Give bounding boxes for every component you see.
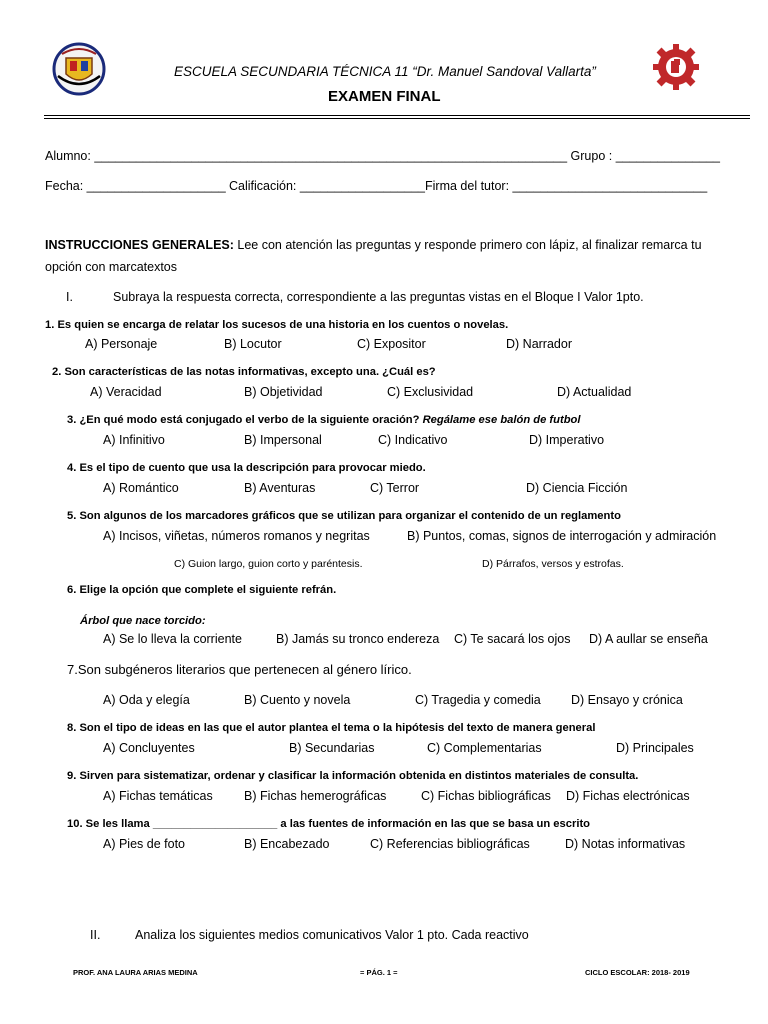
q5-option-a: A) Incisos, viñetas, números romanos y negritas bbox=[103, 529, 370, 543]
q10-option-a: A) Pies de foto bbox=[103, 837, 185, 851]
q10-option-d: D) Notas informativas bbox=[565, 837, 686, 851]
alumno-field: Alumno: ____________________________________________________________________ Grupo : _______________ bbox=[45, 149, 720, 163]
q6-option-d: D) A aullar se enseña bbox=[589, 632, 708, 646]
q3-option-d: D) Imperativo bbox=[529, 433, 605, 447]
q9-option-c: C) Fichas bibliográficas bbox=[421, 789, 551, 803]
footer-school-cycle: CICLO ESCOLAR: 2018- 2019 bbox=[585, 968, 690, 977]
q4-option-b: B) Aventuras bbox=[244, 481, 316, 495]
q9-option-b: B) Fichas hemerográficas bbox=[244, 789, 387, 803]
instructions bbox=[45, 238, 702, 252]
instructions-text-2: opción con marcatextos bbox=[45, 260, 178, 274]
question-2: 2. Son características de las notas informativas, excepto una. ¿Cuál es? bbox=[52, 366, 436, 378]
header-rule-top bbox=[44, 115, 750, 116]
question-1: 1. Es quien se encarga de relatar los sucesos de una historia en los cuentos o novelas. bbox=[45, 319, 509, 331]
q8-option-c: C) Complementarias bbox=[427, 741, 542, 755]
q5-option-b: B) Puntos, comas, signos de interrogación y admiración bbox=[407, 529, 717, 543]
q5-option-c: C) Guion largo, guion corto y paréntesis. bbox=[174, 558, 363, 570]
section2-numeral: II. bbox=[90, 928, 101, 942]
q4-option-d: D) Ciencia Ficción bbox=[526, 481, 628, 495]
question-4: 4. Es el tipo de cuento que usa la descripción para provocar miedo. bbox=[67, 462, 426, 474]
calificacion-field: Calificación: __________________ bbox=[229, 179, 425, 193]
question-10: 10. Se les llama ____________________ a las fuentes de información en las que se basa un escrito bbox=[67, 818, 590, 830]
q8-option-a: A) Concluyentes bbox=[103, 741, 195, 755]
question-8: 8. Son el tipo de ideas en las que el autor plantea el tema o la hipótesis del texto de manera general bbox=[67, 722, 596, 734]
q7-option-c: C) Tragedia y comedia bbox=[415, 693, 541, 707]
q10-option-c: C) Referencias bibliográficas bbox=[370, 837, 530, 851]
q9-option-d: D) Fichas electrónicas bbox=[566, 789, 690, 803]
question-9: 9. Sirven para sistematizar, ordenar y clasificar la información obtenida en distintos materiales de consulta. bbox=[67, 770, 639, 782]
fecha-field: Fecha: ____________________ bbox=[45, 179, 226, 193]
question-7: 7.Son subgéneros literarios que pertenecen al género lírico. bbox=[67, 662, 412, 677]
q3-option-b: B) Impersonal bbox=[244, 433, 322, 447]
section1-title: Subraya la respuesta correcta, correspondiente a las preguntas vistas en el Bloque I Valor 1pto. bbox=[113, 290, 644, 304]
footer-page-number: = PÁG. 1 = bbox=[360, 968, 398, 977]
section2-title: Analiza los siguientes medios comunicativos Valor 1 pto. Cada reactivo bbox=[135, 928, 529, 942]
q2-option-a: A) Veracidad bbox=[90, 385, 162, 399]
instructions-label: INSTRUCCIONES GENERALES: bbox=[45, 238, 234, 252]
question-5: 5. Son algunos de los marcadores gráficos que se utilizan para organizar el contenido de un reglamento bbox=[67, 510, 621, 522]
q2-option-d: D) Actualidad bbox=[557, 385, 632, 399]
question-3-text: 3. ¿En qué modo está conjugado el verbo de la siguiente oración? bbox=[67, 414, 420, 426]
q1-option-b: B) Locutor bbox=[224, 337, 282, 351]
q7-option-a: A) Oda y elegía bbox=[103, 693, 190, 707]
header-rule-bottom bbox=[44, 118, 750, 119]
q3-option-a: A) Infinitivo bbox=[103, 433, 165, 447]
q4-option-a: A) Romántico bbox=[103, 481, 179, 495]
q3-option-c: C) Indicativo bbox=[378, 433, 448, 447]
question-3 bbox=[67, 414, 580, 426]
q2-option-c: C) Exclusividad bbox=[387, 385, 474, 399]
footer-teacher: PROF. ANA LAURA ARIAS MEDINA bbox=[73, 968, 198, 977]
instructions-text: Lee con atención las preguntas y responde primero con lápiz, al finalizar remarca tu bbox=[233, 238, 702, 252]
q6-option-c: C) Te sacará los ojos bbox=[454, 632, 571, 646]
school-name: ESCUELA SECUNDARIA TÉCNICA 11 “Dr. Manuel Sandoval Vallarta” bbox=[174, 64, 596, 79]
question-6: 6. Elige la opción que complete el siguiente refrán. bbox=[67, 584, 337, 596]
q2-option-b: B) Objetividad bbox=[244, 385, 323, 399]
q10-option-b: B) Encabezado bbox=[244, 837, 330, 851]
q5-option-d: D) Párrafos, versos y estrofas. bbox=[482, 558, 624, 570]
q1-option-d: D) Narrador bbox=[506, 337, 572, 351]
question-6-refran: Árbol que nace torcido: bbox=[80, 615, 206, 627]
firma-field: Firma del tutor: ____________________________ bbox=[425, 179, 708, 193]
q1-option-a: A) Personaje bbox=[85, 337, 158, 351]
q4-option-c: C) Terror bbox=[370, 481, 420, 495]
q8-option-d: D) Principales bbox=[616, 741, 694, 755]
q7-option-d: D) Ensayo y crónica bbox=[571, 693, 683, 707]
q1-option-c: C) Expositor bbox=[357, 337, 426, 351]
q8-option-b: B) Secundarias bbox=[289, 741, 375, 755]
q7-option-b: B) Cuento y novela bbox=[244, 693, 351, 707]
question-3-sentence: Regálame ese balón de futbol bbox=[422, 414, 581, 426]
q9-option-a: A) Fichas temáticas bbox=[103, 789, 213, 803]
section1-numeral: I. bbox=[66, 290, 73, 304]
q6-option-b: B) Jamás su tronco endereza bbox=[276, 632, 440, 646]
school-crest-icon bbox=[52, 42, 106, 96]
exam-title: EXAMEN FINAL bbox=[328, 88, 441, 105]
q6-option-a: A) Se lo lleva la corriente bbox=[103, 632, 242, 646]
dgest-gear-logo-icon bbox=[650, 40, 702, 94]
